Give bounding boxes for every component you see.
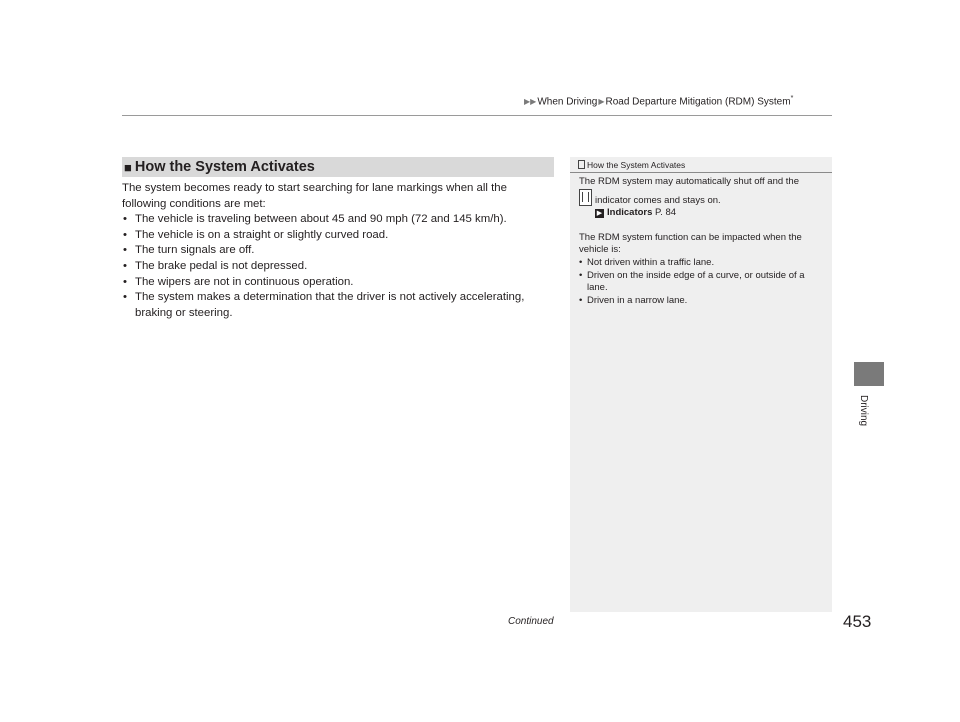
bullet-icon: • (579, 256, 583, 268)
list-item: • The brake pedal is not depressed. (122, 259, 554, 275)
continued-label: Continued (508, 616, 554, 627)
section-title: How the System Activates (134, 159, 315, 175)
bullet-icon: • (123, 244, 127, 257)
page-number: 453 (843, 612, 872, 631)
list-item: • The wipers are not in continuous operation. (122, 275, 554, 291)
section-square-icon: ■ (124, 159, 132, 175)
bullet-icon: • (579, 294, 583, 306)
list-item: • Driven on the inside edge of a curve, or outside of a lane. (579, 269, 805, 294)
footnote-mark: * (790, 95, 794, 102)
header-divider (122, 115, 832, 116)
condition-list (122, 212, 554, 321)
reference-arrow-icon: ▶ (596, 210, 603, 218)
lane-indicator-icon (579, 189, 592, 206)
breadcrumb-level2[interactable]: Road Departure Mitigation (RDM) System (605, 96, 791, 108)
bullet-icon: • (123, 291, 127, 304)
section-body (122, 181, 554, 321)
sidebar-paragraph: The RDM system function can be impacted when the vehicle is: (579, 231, 802, 256)
breadcrumb-arrow-icon: ▶▶ (524, 97, 537, 107)
section-header (122, 157, 554, 177)
intro-paragraph: The system becomes ready to start searching for lane markings when all the following conditions are met: (122, 182, 507, 210)
list-item: • Driven in a narrow lane. (579, 294, 688, 306)
list-item: • The vehicle is on a straight or slightly curved road. (122, 228, 554, 244)
list-item: • The vehicle is traveling between about 45 and 90 mph (72 and 145 km/h). (122, 212, 554, 228)
bullet-icon: • (123, 259, 127, 272)
sidebar-note (570, 157, 832, 612)
bullet-icon: • (123, 275, 127, 288)
chapter-tab[interactable] (854, 362, 884, 386)
breadcrumb-arrow-icon: ▶ (598, 97, 605, 107)
bullet-icon: • (123, 213, 127, 226)
breadcrumb-level1[interactable]: When Driving (537, 96, 598, 108)
list-item: • The turn signals are off. (122, 243, 554, 259)
breadcrumb (523, 95, 793, 107)
sidebar-heading: How the System Activates (570, 157, 832, 173)
sidebar-paragraph: indicator comes and stays on. (579, 189, 827, 208)
cross-reference[interactable]: ▶ Indicators P. 84 (596, 207, 677, 219)
list-item: • The system makes a determination that the driver is not actively accelerating, braking or steering. (123, 291, 525, 319)
sidebar-body (579, 176, 827, 307)
note-marker-icon (578, 160, 585, 169)
bullet-icon: • (579, 269, 583, 281)
chapter-label: Driving (858, 395, 869, 427)
bullet-icon: • (123, 228, 127, 241)
sidebar-paragraph: The RDM system may automatically shut off and the (579, 176, 799, 187)
list-item: • Not driven within a traffic lane. (579, 256, 715, 268)
